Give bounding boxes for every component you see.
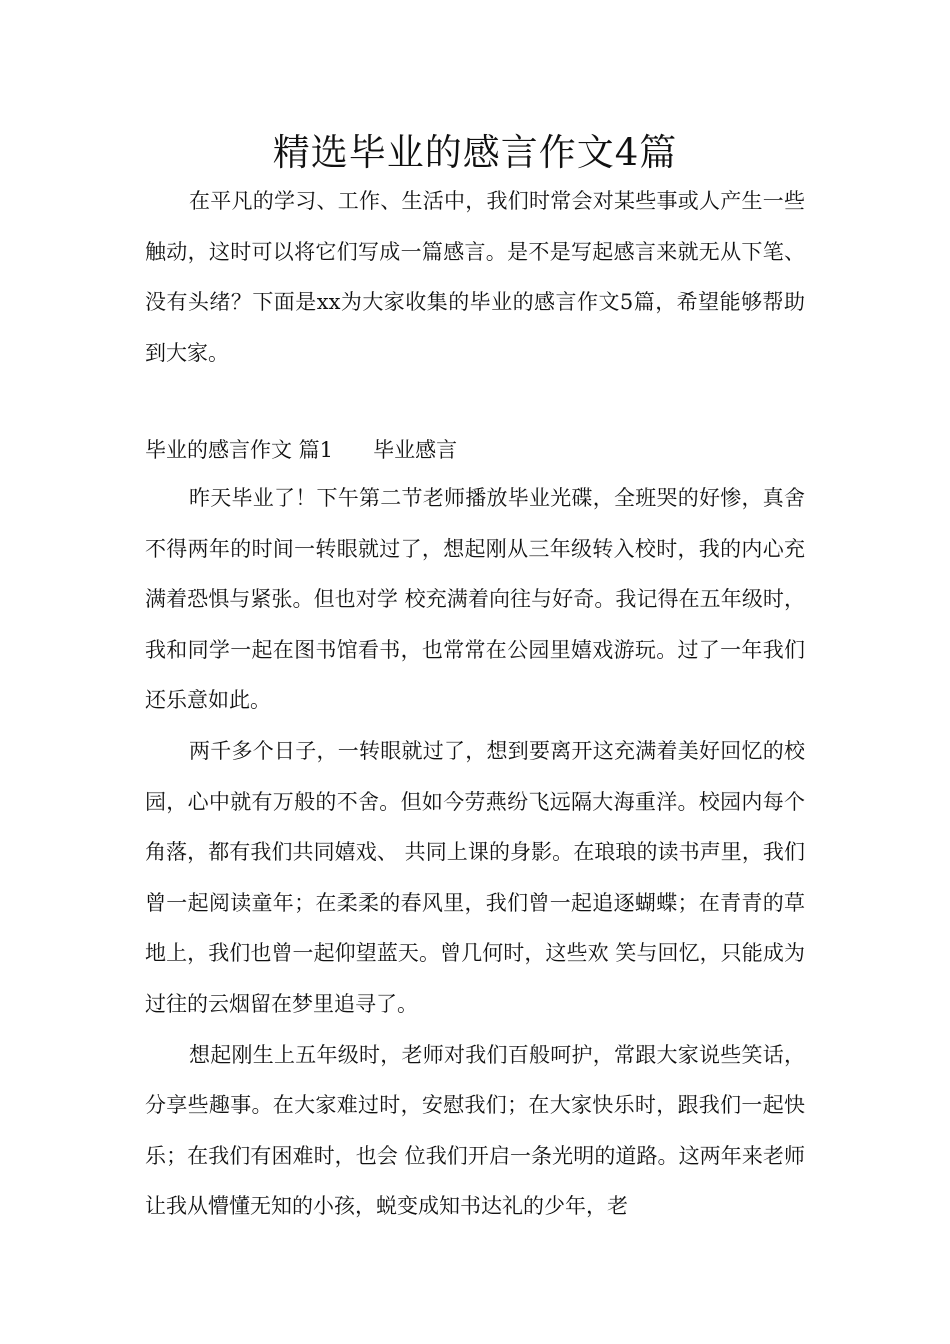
document-title: 精选毕业的感言作文4篇 — [272, 131, 678, 174]
essay-paragraph-3: 想起刚生上五年级时，老师对我们百般呵护，常跟大家说些笑话，分享些趣事。在大家难过时，安慰我们；在大家快乐时，跟我们一起快乐；在我们有困难时，也会 位我们开启一条光明的道路。这两年来老师让我从懵懂无知的小孩，蜕变成知书达礼的少年，老 — [145, 1042, 805, 1219]
section-heading: 毕业的感言作文 篇1 毕业感言 — [145, 438, 458, 462]
intro-section — [145, 176, 805, 378]
essay-body — [145, 473, 805, 1232]
essay-paragraph-1: 昨天毕业了！下午第二节老师播放毕业光碟，全班哭的好惨，真舍不得两年的时间一转眼就过了，想起刚从三年级转入校时，我的内心充满着恐惧与紧张。但也对学 校充满着向往与好奇。我记得在五年级时，我和同学一起在图书馆看书，也常常在公园里嬉戏游玩。过了一年我们还乐意如此。 — [145, 486, 805, 713]
intro-paragraph: 在平凡的学习、工作、生活中，我们时常会对某些事或人产生一些触动，这时可以将它们写成一篇感言。是不是写起感言来就无从下笔、没有头绪？下面是xx为大家收集的毕业的感言作文5篇，希望能够帮助到大家。 — [145, 189, 805, 365]
essay-paragraph-2: 两千多个日子，一转眼就过了，想到要离开这充满着美好回忆的校园，心中就有万般的不舍。但如今劳燕纷飞远隔大海重洋。校园内每个角落，都有我们共同嬉戏、 共同上课的身影。在琅琅的读书声里，我们曾一起阅读童年；在柔柔的春风里，我们曾一起追逐蝴蝶；在青青的草地上，我们也曾一起仰望蓝天。曾几何时，这些欢 笑与回忆，只能成为过往的云烟留在梦里追寻了。 — [145, 738, 805, 1016]
